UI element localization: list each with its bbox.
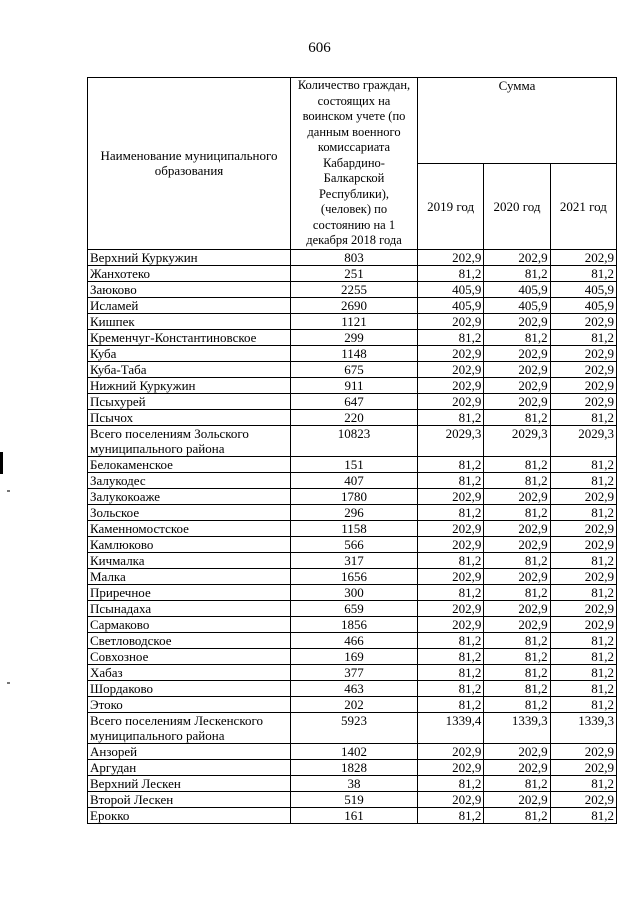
header-municipality-name: Наименование муниципального образования [88,78,291,250]
cell-registered-citizens: 466 [291,632,418,648]
cell-sum-2021: 81,2 [550,552,616,568]
cell-registered-citizens: 1148 [291,345,418,361]
cell-sum-2021: 202,9 [550,345,616,361]
cell-municipality-name: Хабаз [88,664,291,680]
cell-sum-2019: 202,9 [418,616,484,632]
table-row [88,265,617,281]
cell-sum-2019: 405,9 [418,297,484,313]
cell-registered-citizens: 220 [291,409,418,425]
cell-sum-2019: 202,9 [418,345,484,361]
cell-sum-2020: 81,2 [484,472,550,488]
cell-sum-2019: 202,9 [418,759,484,775]
cell-registered-citizens: 296 [291,504,418,520]
cell-registered-citizens: 566 [291,536,418,552]
scan-tick-mark [7,490,10,492]
cell-registered-citizens: 1780 [291,488,418,504]
cell-sum-2019: 202,9 [418,568,484,584]
cell-municipality-name: Залукодес [88,472,291,488]
cell-sum-2020: 81,2 [484,456,550,472]
cell-sum-2020: 81,2 [484,664,550,680]
cell-sum-2020: 405,9 [484,281,550,297]
table-row [88,616,617,632]
cell-sum-2021: 81,2 [550,456,616,472]
cell-sum-2020: 202,9 [484,600,550,616]
cell-registered-citizens: 377 [291,664,418,680]
cell-sum-2021: 81,2 [550,807,616,823]
table-total-row [88,425,617,456]
cell-sum-2020: 81,2 [484,265,550,281]
cell-municipality-name: Малка [88,568,291,584]
cell-sum-2019: 202,9 [418,536,484,552]
table-row [88,680,617,696]
cell-municipality-name: Куба [88,345,291,361]
table-row [88,552,617,568]
table-row [88,472,617,488]
scan-tick-mark [7,682,10,684]
cell-municipality-name: Псынадаха [88,600,291,616]
cell-sum-2020: 81,2 [484,807,550,823]
cell-registered-citizens: 251 [291,265,418,281]
cell-registered-citizens: 317 [291,552,418,568]
table-row [88,584,617,600]
cell-registered-citizens: 1121 [291,313,418,329]
cell-sum-2019: 81,2 [418,552,484,568]
allocation-table [87,77,617,824]
cell-sum-2020: 202,9 [484,313,550,329]
cell-registered-citizens: 519 [291,791,418,807]
cell-sum-2019: 202,9 [418,393,484,409]
table-row [88,488,617,504]
header-sum: Сумма [418,78,617,164]
cell-sum-2019: 81,2 [418,648,484,664]
cell-sum-2020: 202,9 [484,393,550,409]
cell-sum-2020: 1339,3 [484,712,550,743]
table-row [88,377,617,393]
cell-registered-citizens: 1158 [291,520,418,536]
cell-sum-2020: 202,9 [484,345,550,361]
cell-municipality-name: Светловодское [88,632,291,648]
cell-registered-citizens: 151 [291,456,418,472]
cell-registered-citizens: 675 [291,361,418,377]
cell-sum-2019: 202,9 [418,600,484,616]
cell-sum-2019: 81,2 [418,456,484,472]
cell-municipality-name: Второй Лескен [88,791,291,807]
table-row [88,281,617,297]
cell-municipality-name: Сармаково [88,616,291,632]
table-row [88,536,617,552]
cell-sum-2019: 81,2 [418,472,484,488]
cell-sum-2019: 202,9 [418,249,484,265]
table-row [88,409,617,425]
cell-sum-2019: 202,9 [418,488,484,504]
cell-registered-citizens: 38 [291,775,418,791]
scan-edge-mark [0,452,3,474]
cell-registered-citizens: 1656 [291,568,418,584]
cell-registered-citizens: 1402 [291,743,418,759]
cell-sum-2019: 81,2 [418,680,484,696]
table-row [88,393,617,409]
cell-sum-2020: 81,2 [484,409,550,425]
cell-sum-2020: 202,9 [484,743,550,759]
table-body [88,249,617,823]
table-row [88,297,617,313]
cell-sum-2021: 202,9 [550,361,616,377]
header-year-2021: 2021 год [550,163,616,249]
cell-sum-2020: 202,9 [484,361,550,377]
table-row [88,791,617,807]
cell-municipality-name: Кичмалка [88,552,291,568]
cell-sum-2020: 81,2 [484,552,550,568]
cell-municipality-name: Ерокко [88,807,291,823]
cell-sum-2019: 202,9 [418,361,484,377]
cell-municipality-name: Анзорей [88,743,291,759]
cell-municipality-name: Каменномостское [88,520,291,536]
cell-sum-2021: 1339,3 [550,712,616,743]
cell-sum-2021: 81,2 [550,664,616,680]
cell-sum-2020: 2029,3 [484,425,550,456]
cell-registered-citizens: 911 [291,377,418,393]
page-number: 606 [308,40,331,56]
table-row [88,743,617,759]
table-row [88,632,617,648]
cell-registered-citizens: 2255 [291,281,418,297]
cell-sum-2021: 202,9 [550,313,616,329]
cell-sum-2020: 202,9 [484,249,550,265]
table-total-row [88,712,617,743]
cell-registered-citizens: 647 [291,393,418,409]
header-year-2019: 2019 год [418,163,484,249]
cell-sum-2021: 202,9 [550,520,616,536]
table-row [88,361,617,377]
cell-registered-citizens: 300 [291,584,418,600]
cell-sum-2020: 81,2 [484,680,550,696]
cell-municipality-name: Исламей [88,297,291,313]
table-row [88,600,617,616]
cell-sum-2019: 202,9 [418,377,484,393]
cell-municipality-name: Зольское [88,504,291,520]
cell-municipality-name: Аргудан [88,759,291,775]
cell-sum-2021: 81,2 [550,696,616,712]
cell-municipality-name: Жанхотеко [88,265,291,281]
cell-registered-citizens: 407 [291,472,418,488]
cell-municipality-name: Залукокоаже [88,488,291,504]
cell-municipality-name: Верхний Куркужин [88,249,291,265]
table-row [88,775,617,791]
cell-municipality-name: Верхний Лескен [88,775,291,791]
cell-sum-2020: 202,9 [484,377,550,393]
cell-municipality-name: Псычох [88,409,291,425]
cell-sum-2019: 81,2 [418,807,484,823]
table-row [88,249,617,265]
cell-municipality-name: Всего поселениям Лескенского муниципального района [88,712,291,743]
cell-sum-2021: 202,9 [550,759,616,775]
cell-sum-2020: 202,9 [484,759,550,775]
cell-sum-2021: 202,9 [550,536,616,552]
cell-municipality-name: Совхозное [88,648,291,664]
cell-registered-citizens: 5923 [291,712,418,743]
table-row [88,568,617,584]
cell-registered-citizens: 161 [291,807,418,823]
cell-registered-citizens: 463 [291,680,418,696]
table-row [88,456,617,472]
cell-sum-2019: 2029,3 [418,425,484,456]
cell-municipality-name: Заюково [88,281,291,297]
cell-sum-2021: 81,2 [550,329,616,345]
cell-registered-citizens: 2690 [291,297,418,313]
cell-sum-2021: 81,2 [550,648,616,664]
cell-sum-2021: 202,9 [550,488,616,504]
table-row [88,345,617,361]
cell-sum-2021: 405,9 [550,297,616,313]
cell-municipality-name: Приречное [88,584,291,600]
cell-sum-2019: 202,9 [418,520,484,536]
table-row [88,807,617,823]
cell-registered-citizens: 1828 [291,759,418,775]
header-year-2020: 2020 год [484,163,550,249]
cell-municipality-name: Кременчуг-Константиновское [88,329,291,345]
cell-municipality-name: Шордаково [88,680,291,696]
cell-registered-citizens: 169 [291,648,418,664]
cell-sum-2019: 81,2 [418,696,484,712]
cell-sum-2020: 202,9 [484,488,550,504]
cell-sum-2021: 202,9 [550,600,616,616]
cell-municipality-name: Нижний Куркужин [88,377,291,393]
cell-municipality-name: Псыхурей [88,393,291,409]
cell-sum-2021: 81,2 [550,680,616,696]
cell-sum-2021: 202,9 [550,568,616,584]
cell-sum-2019: 1339,4 [418,712,484,743]
cell-municipality-name: Белокаменское [88,456,291,472]
cell-sum-2020: 202,9 [484,616,550,632]
table-row [88,504,617,520]
cell-sum-2021: 81,2 [550,472,616,488]
cell-sum-2019: 202,9 [418,313,484,329]
header-registered-citizens: Количество граждан, состоящих на воинском учете (по данным военного комиссариата Кабардино-Балкарской Республики), (человек) по состоянию на 1 декабря 2018 года [291,78,418,250]
cell-sum-2019: 81,2 [418,664,484,680]
cell-sum-2020: 81,2 [484,329,550,345]
cell-sum-2019: 81,2 [418,504,484,520]
cell-registered-citizens: 10823 [291,425,418,456]
cell-sum-2020: 202,9 [484,520,550,536]
cell-sum-2019: 81,2 [418,584,484,600]
cell-sum-2020: 81,2 [484,504,550,520]
cell-municipality-name: Куба-Таба [88,361,291,377]
cell-registered-citizens: 1856 [291,616,418,632]
cell-municipality-name: Всего поселениям Зольского муниципального района [88,425,291,456]
cell-sum-2019: 81,2 [418,632,484,648]
cell-sum-2021: 202,9 [550,743,616,759]
table-row [88,329,617,345]
cell-sum-2021: 81,2 [550,504,616,520]
cell-sum-2021: 202,9 [550,791,616,807]
cell-sum-2021: 81,2 [550,409,616,425]
cell-sum-2021: 202,9 [550,616,616,632]
cell-sum-2019: 81,2 [418,265,484,281]
table-row [88,759,617,775]
cell-sum-2021: 202,9 [550,393,616,409]
cell-sum-2019: 405,9 [418,281,484,297]
cell-sum-2019: 81,2 [418,775,484,791]
cell-sum-2020: 202,9 [484,536,550,552]
cell-sum-2020: 81,2 [484,632,550,648]
cell-sum-2019: 202,9 [418,791,484,807]
cell-sum-2021: 2029,3 [550,425,616,456]
cell-municipality-name: Этоко [88,696,291,712]
cell-sum-2020: 81,2 [484,648,550,664]
cell-sum-2019: 202,9 [418,743,484,759]
table-row [88,313,617,329]
cell-sum-2021: 81,2 [550,265,616,281]
table-row [88,520,617,536]
cell-sum-2021: 405,9 [550,281,616,297]
cell-sum-2019: 81,2 [418,409,484,425]
cell-sum-2020: 202,9 [484,568,550,584]
cell-sum-2019: 81,2 [418,329,484,345]
cell-registered-citizens: 803 [291,249,418,265]
cell-municipality-name: Камлюково [88,536,291,552]
table-row [88,696,617,712]
cell-sum-2020: 405,9 [484,297,550,313]
cell-registered-citizens: 659 [291,600,418,616]
cell-sum-2021: 81,2 [550,584,616,600]
table-row [88,664,617,680]
cell-registered-citizens: 299 [291,329,418,345]
cell-sum-2020: 81,2 [484,775,550,791]
cell-municipality-name: Кишпек [88,313,291,329]
cell-sum-2020: 202,9 [484,791,550,807]
cell-sum-2021: 202,9 [550,377,616,393]
cell-registered-citizens: 202 [291,696,418,712]
cell-sum-2021: 202,9 [550,249,616,265]
cell-sum-2021: 81,2 [550,775,616,791]
cell-sum-2020: 81,2 [484,696,550,712]
cell-sum-2020: 81,2 [484,584,550,600]
table-header-row [88,78,617,164]
cell-sum-2021: 81,2 [550,632,616,648]
table-row [88,648,617,664]
